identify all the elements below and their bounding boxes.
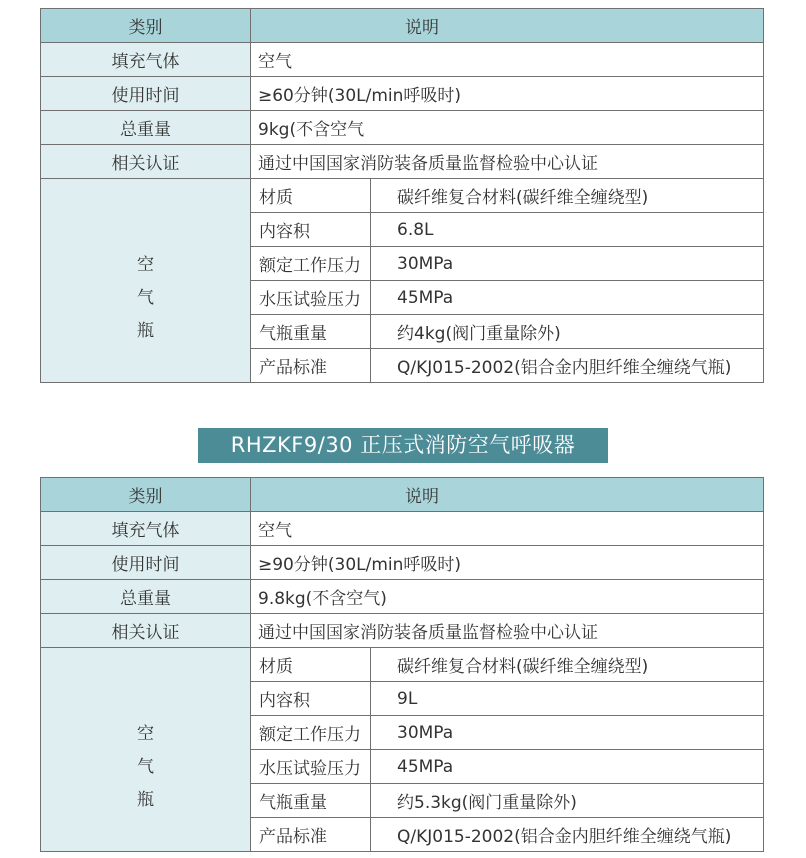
header-category: 类别 <box>41 478 251 512</box>
cylinder-label-stack <box>41 213 250 348</box>
row-label: 填充气体 <box>41 43 251 77</box>
row-label: 总重量 <box>41 111 251 145</box>
row-value: 通过中国国家消防装备质量监督检验中心认证 <box>251 614 764 648</box>
table-row <box>41 614 764 648</box>
row-label: 总重量 <box>41 580 251 614</box>
spec-name: 额定工作压力 <box>251 247 371 281</box>
row-value: ≥60分钟(30L/min呼吸时) <box>251 77 764 111</box>
spec-name: 内容积 <box>251 682 371 716</box>
table-header-row <box>41 9 764 43</box>
table-row <box>41 77 764 111</box>
cylinder-label-char: 气 <box>137 757 154 777</box>
cylinder-label-stack <box>41 682 250 817</box>
cylinder-label-char: 瓶 <box>137 321 154 341</box>
row-value: 9.8kg(不含空气) <box>251 580 764 614</box>
row-label: 填充气体 <box>41 512 251 546</box>
spec-name: 内容积 <box>251 213 371 247</box>
spec-name: 水压试验压力 <box>251 281 371 315</box>
row-label: 使用时间 <box>41 77 251 111</box>
table-header-row <box>41 478 764 512</box>
table-row <box>41 512 764 546</box>
cylinder-label-char: 空 <box>137 724 154 744</box>
spec-value: 30MPa <box>371 247 764 281</box>
row-value: 通过中国国家消防装备质量监督检验中心认证 <box>251 145 764 179</box>
spec-table <box>40 477 764 852</box>
spec-value: Q/KJ015-2002(铝合金内胆纤维全缠绕气瓶) <box>371 349 764 383</box>
table-row <box>41 580 764 614</box>
cylinder-label-char: 气 <box>137 288 154 308</box>
header-description: 说明 <box>251 9 764 43</box>
row-value: 空气 <box>251 512 764 546</box>
spec-value: 9L <box>371 682 764 716</box>
spec-value: 约5.3kg(阀门重量除外) <box>371 784 764 818</box>
spec-value: 30MPa <box>371 716 764 750</box>
spec-name: 产品标准 <box>251 818 371 852</box>
spec-name: 气瓶重量 <box>251 784 371 818</box>
cylinder-label-char: 瓶 <box>137 790 154 810</box>
spec-name: 额定工作压力 <box>251 716 371 750</box>
spec-value: 45MPa <box>371 281 764 315</box>
spec-value: Q/KJ015-2002(铝合金内胆纤维全缠绕气瓶) <box>371 818 764 852</box>
product-title-banner: RHZKF9/30 正压式消防空气呼吸器 <box>198 428 608 463</box>
spec-value: 6.8L <box>371 213 764 247</box>
header-description: 说明 <box>251 478 764 512</box>
spec-name: 水压试验压力 <box>251 750 371 784</box>
spec-table <box>40 8 764 383</box>
spec-name: 材质 <box>251 179 371 213</box>
table-row <box>41 111 764 145</box>
spec-row <box>41 648 764 682</box>
table-row <box>41 145 764 179</box>
row-value: 9kg(不含空气 <box>251 111 764 145</box>
table-row <box>41 546 764 580</box>
spec-value: 碳纤维复合材料(碳纤维全缠绕型) <box>371 179 764 213</box>
row-label: 相关认证 <box>41 614 251 648</box>
spec-value: 碳纤维复合材料(碳纤维全缠绕型) <box>371 648 764 682</box>
cylinder-label <box>41 648 251 852</box>
spec-row <box>41 179 764 213</box>
spec-value: 约4kg(阀门重量除外) <box>371 315 764 349</box>
header-category: 类别 <box>41 9 251 43</box>
table-row <box>41 43 764 77</box>
row-value: ≥90分钟(30L/min呼吸时) <box>251 546 764 580</box>
spec-value: 45MPa <box>371 750 764 784</box>
row-value: 空气 <box>251 43 764 77</box>
spec-name: 材质 <box>251 648 371 682</box>
cylinder-label-char: 空 <box>137 255 154 275</box>
cylinder-label <box>41 179 251 383</box>
spec-name: 气瓶重量 <box>251 315 371 349</box>
row-label: 相关认证 <box>41 145 251 179</box>
row-label: 使用时间 <box>41 546 251 580</box>
spec-name: 产品标准 <box>251 349 371 383</box>
